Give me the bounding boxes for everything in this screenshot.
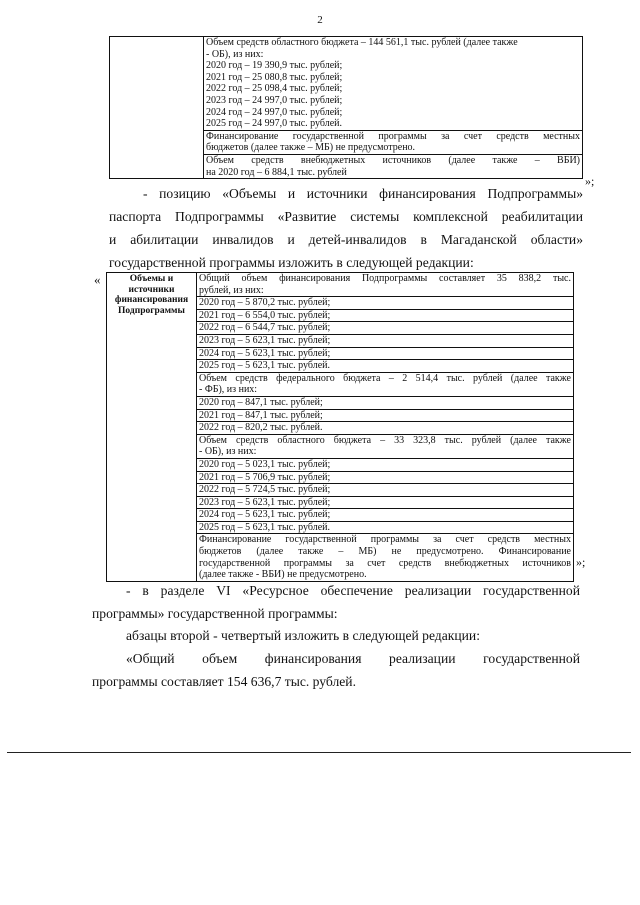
table-label-cell: [110, 37, 204, 179]
table-line: 2021 год – 25 080,8 тыс. рублей;: [206, 71, 343, 83]
table-line: государственной программы за счет средств внебюджетных источников: [199, 557, 571, 569]
text-line: абзацы второй - четвертый изложить в следующей редакции:: [126, 628, 480, 643]
text-line: государственной программы изложить в следующей редакции:: [109, 255, 474, 270]
table-line: Объем средств областного бюджета – 33 323,8 тыс. рублей (далее также: [199, 434, 571, 446]
label-line: Объемы и: [129, 274, 174, 284]
footer-divider: [7, 752, 631, 753]
label-line: Подпрограммы: [118, 305, 185, 316]
table1-closing-quote: »;: [585, 174, 595, 188]
table-line: - ОБ), из них:: [197, 446, 573, 459]
table-line: 2023 год – 24 997,0 тыс. рублей;: [206, 94, 343, 106]
table-line: Объем средств федерального бюджета – 2 514,4 тыс. рублей (далее также: [199, 372, 571, 384]
table-content-cell: [197, 273, 574, 582]
label-line: источники: [128, 284, 175, 295]
text-line: и абилитации инвалидов и детей-инвалидов в Магаданской области»: [109, 232, 583, 247]
text-line: программы составляет 154 636,7 тыс. рублей.: [92, 674, 356, 689]
table-line: - ОБ), из них:: [206, 48, 264, 60]
text-line: программы» государственной программы:: [92, 606, 338, 621]
table-line: 2021 год – 6 554,0 тыс. рублей;: [197, 310, 573, 323]
table-line: Объем средств областного бюджета – 144 561,1 тыс. рублей (далее также: [206, 37, 518, 48]
table-line: Объем средств внебюджетных источников (далее также – ВБИ): [206, 154, 580, 166]
table-line: (далее также - ВБИ) не предусмотрено.: [199, 569, 367, 581]
table-line: 2020 год – 847,1 тыс. рублей;: [197, 397, 573, 410]
table-line: 2022 год – 25 098,4 тыс. рублей;: [206, 83, 343, 95]
text-line: «Общий объем финансирования реализации государственной: [126, 651, 580, 666]
table-content-cell: [204, 37, 583, 179]
label-line: финансирования: [114, 295, 189, 305]
table-line: 2022 год – 5 724,5 тыс. рублей;: [197, 484, 573, 497]
table-line: бюджетов (далее также – МБ) не предусмотрено.: [204, 142, 582, 155]
paragraph-subprogram-position: [109, 182, 583, 274]
table-line: 2020 год – 5 870,2 тыс. рублей;: [197, 297, 573, 310]
table-line: 2022 год – 820,2 тыс. рублей.: [197, 422, 573, 435]
paragraph-total-financing: [92, 647, 580, 693]
table2-opening-quote: «: [94, 272, 101, 287]
table-line: 2025 год – 5 623,1 тыс. рублей.: [197, 360, 573, 373]
table-line: - ФБ), из них:: [197, 384, 573, 397]
table-line: 2024 год – 5 623,1 тыс. рублей;: [197, 348, 573, 361]
table-line: 2021 год – 847,1 тыс. рублей;: [197, 410, 573, 423]
paragraph-section-vi: [92, 579, 580, 625]
table-line: рублей, из них:: [197, 285, 573, 298]
table-line: 2020 год – 19 390,9 тыс. рублей;: [206, 60, 343, 72]
table-line: 2020 год – 5 023,1 тыс. рублей;: [197, 459, 573, 472]
table-line: 2023 год – 5 623,1 тыс. рублей;: [197, 497, 573, 510]
table-line: Финансирование государственной программы за счет средств местных: [206, 130, 580, 142]
table-line: 2023 год – 5 623,1 тыс. рублей;: [197, 335, 573, 348]
financing-table-subprogram: [106, 272, 574, 582]
table-line: 2025 год – 5 623,1 тыс. рублей.: [197, 522, 573, 535]
text-line: паспорта Подпрограммы «Развитие системы комплексной реабилитации: [109, 209, 583, 224]
text-line: - в разделе VI «Ресурсное обеспечение реализации государственной: [126, 583, 580, 598]
page-number: 2: [317, 14, 323, 26]
table-line: 2024 год – 5 623,1 тыс. рублей;: [197, 509, 573, 522]
table2-closing-quote: »;: [576, 555, 586, 569]
table-line: 2024 год – 24 997,0 тыс. рублей;: [206, 106, 343, 118]
table-line: 2025 год – 24 997,0 тыс. рублей.: [204, 118, 582, 131]
table-label-cell: [107, 273, 197, 582]
table-line: на 2020 год – 6 884,1 тыс. рублей: [206, 166, 347, 178]
table-line: Финансирование государственной программы за счет средств местных: [199, 534, 571, 546]
table-line: Общий объем финансирования Подпрограммы составляет 35 838,2 тыс.: [199, 273, 571, 284]
text-line: - позицию «Объемы и источники финансирования Подпрограммы»: [143, 186, 583, 201]
table-line: 2022 год – 6 544,7 тыс. рублей;: [197, 322, 573, 335]
table-line: бюджетов (далее также – МБ) не предусмотрено. Финансирование: [199, 546, 571, 558]
table-line: 2021 год – 5 706,9 тыс. рублей;: [197, 472, 573, 485]
financing-table-program: [109, 36, 583, 179]
paragraph-paragraphs-change: [126, 624, 480, 647]
